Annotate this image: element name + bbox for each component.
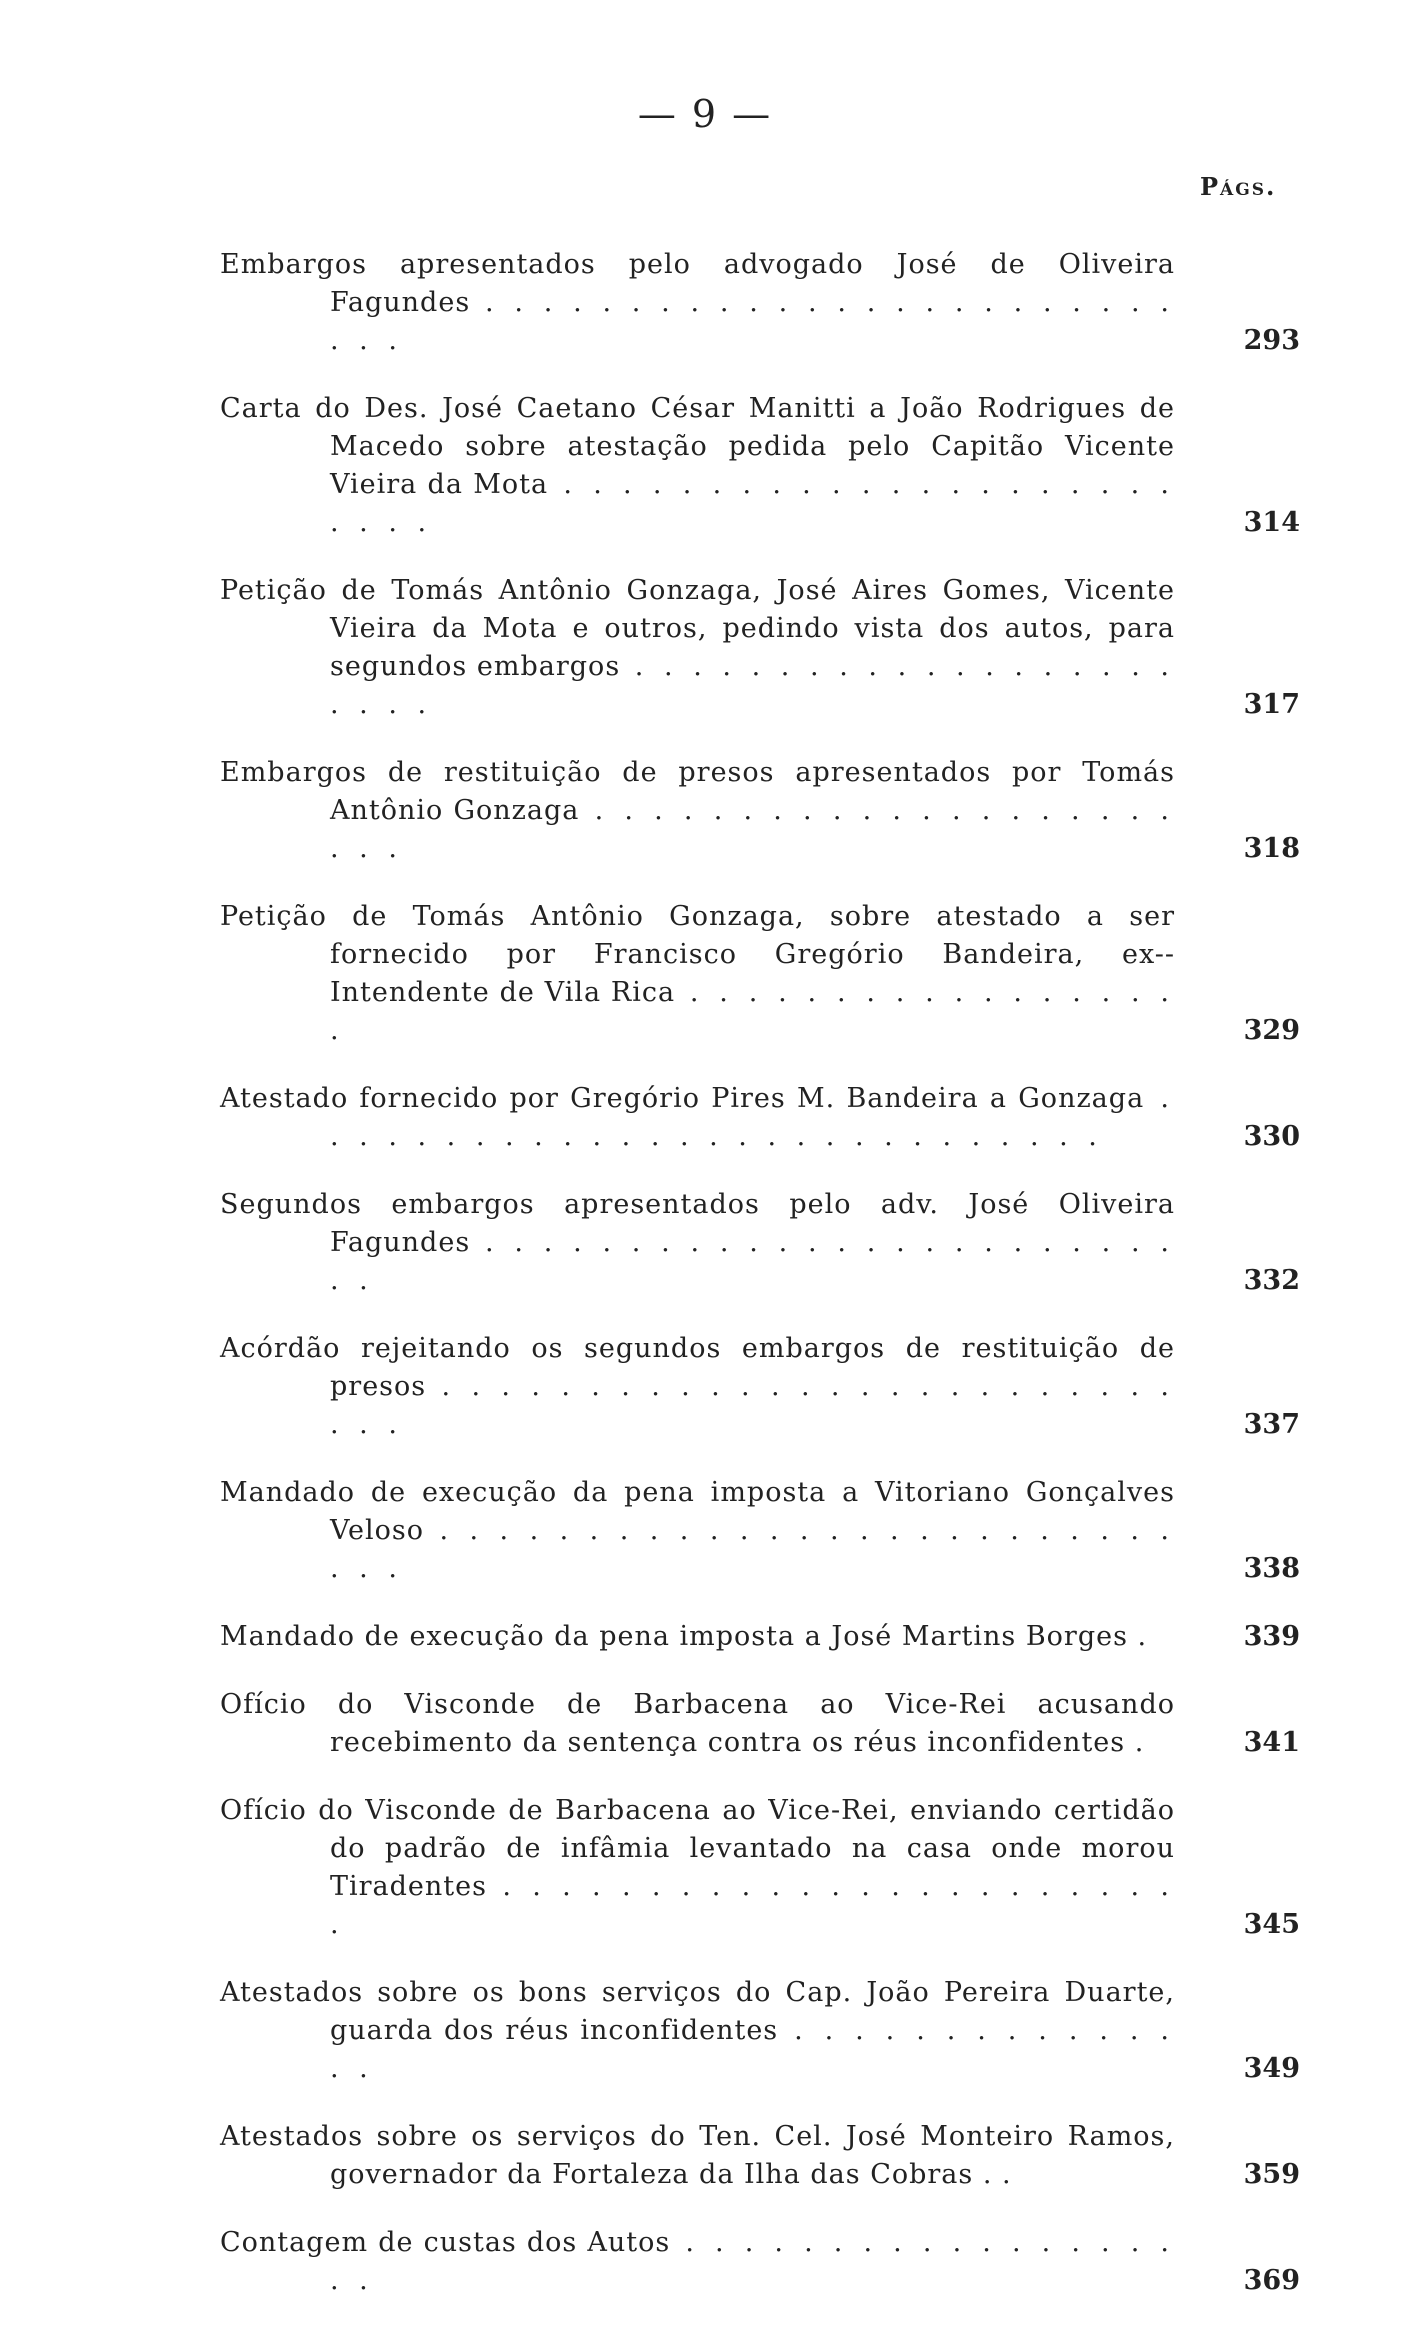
dot-leader: . . . . . . . . . . . . . . .	[330, 2015, 1175, 2084]
toc-entry-title: Atestados sobre os serviços do Ten. Cel. José Monteiro Ramos, governador da Fortaleza da Ilha das Cobras . .	[220, 2121, 1175, 2190]
toc-entry	[220, 1080, 1300, 1156]
dot-leader: . . . . . . . . . . . . . . . . . . . . . . . . . . . .	[330, 1083, 1175, 1152]
toc-entry	[220, 754, 1300, 868]
toc-entry-title: Petição de Tomás Antônio Gonzaga, José Aires Gomes, Vicente Vieira da Mota e outros, pedindo vista dos autos, para segundos embargos	[220, 575, 1175, 682]
toc-page-ref: 349	[1243, 2053, 1300, 2084]
toc-page-ref: 329	[1243, 1015, 1300, 1046]
page-number: — 9 —	[637, 92, 773, 136]
toc-entry-title: Atestados sobre os bons serviços do Cap. João Pereira Duarte, guarda dos réus inconfidentes	[220, 1977, 1175, 2046]
toc-entry-title: Acórdão rejeitando os segundos embargos de restituição de presos	[220, 1333, 1175, 1402]
toc-entry-title: Ofício do Visconde de Barbacena ao Vice-Rei acusando recebimento da sentença contra os réus inconfidentes .	[220, 1689, 1175, 1758]
toc-entry	[220, 1974, 1300, 2088]
dot-leader: . . . . . . . . . . . . . . . . . . . . . . . . . . . .	[330, 1515, 1175, 1584]
toc-entry	[220, 1186, 1300, 1300]
toc-entry	[220, 572, 1300, 724]
pages-column-header: Págs.	[1200, 172, 1277, 201]
toc-entry	[220, 1474, 1300, 1588]
dot-leader: . . . . . . . . . . . . . . . . . . .	[330, 2227, 1175, 2296]
toc-page-ref: 337	[1243, 1409, 1300, 1440]
table-of-contents	[220, 246, 1300, 2330]
toc-entry-title: Ofício do Visconde de Barbacena ao Vice-Rei, enviando certidão do padrão de infâmia levantado na casa onde morou Tiradentes	[220, 1795, 1175, 1902]
dot-leader: . . . . . . . . . . . . . . . . . . . . . . . .	[330, 1871, 1175, 1940]
dot-leader: . . . . . . . . . . . . . . . . . . . . . . . . . . . .	[330, 1371, 1175, 1440]
toc-page-ref: 317	[1243, 689, 1300, 720]
toc-page-ref: 332	[1243, 1265, 1300, 1296]
dot-leader: . . . . . . . . . . . . . . . . . . . . . . .	[330, 795, 1175, 864]
toc-entry	[220, 1618, 1300, 1656]
toc-entry-title: Segundos embargos apresentados pelo adv. José Oliveira Fagundes	[220, 1189, 1175, 1258]
toc-entry	[220, 1330, 1300, 1444]
toc-entry-title: Carta do Des. José Caetano César Manitti a João Rodrigues de Macedo sobre atestação pedida pelo Capitão Vicente Vieira da Mota	[220, 393, 1175, 500]
toc-entry-title: Embargos de restituição de presos apresentados por Tomás Antônio Gonzaga	[220, 757, 1175, 826]
toc-entry	[220, 246, 1300, 360]
toc-entry	[220, 2224, 1300, 2300]
dot-leader: . . . . . . . . . . . . . . . . . .	[330, 977, 1176, 1046]
toc-page-ref: 318	[1243, 833, 1300, 864]
toc-entry	[220, 390, 1300, 542]
toc-page-ref: 338	[1243, 1553, 1300, 1584]
toc-entry-title: Mandado de execução da pena imposta a Vitoriano Gonçalves Veloso	[220, 1477, 1175, 1546]
dot-leader: . . . . . . . . . . . . . . . . . . . . . . .	[330, 651, 1176, 720]
dot-leader: . . . . . . . . . . . . . . . . . . . . . . . . . .	[330, 1227, 1175, 1296]
toc-entry	[220, 1686, 1300, 1762]
toc-entry	[220, 898, 1300, 1050]
toc-entry-title: Mandado de execução da pena imposta a José Martins Borges .	[220, 1621, 1148, 1652]
toc-entry-title: Atestado fornecido por Gregório Pires M. Bandeira a Gonzaga	[220, 1083, 1145, 1114]
toc-entry	[220, 1792, 1300, 1944]
toc-entry-title: Contagem de custas dos Autos	[220, 2227, 671, 2258]
toc-entry-title: Embargos apresentados pelo advogado José de Oliveira Fagundes	[220, 249, 1175, 318]
toc-entry	[220, 2118, 1300, 2194]
dot-leader: . . . . . . . . . . . . . . . . . . . . . . . . . . .	[330, 287, 1175, 356]
toc-page-ref: 359	[1243, 2159, 1300, 2190]
toc-page-ref: 330	[1243, 1121, 1300, 1152]
toc-page-ref: 339	[1243, 1621, 1300, 1652]
toc-page-ref: 293	[1243, 325, 1300, 356]
toc-entry-title: Petição de Tomás Antônio Gonzaga, sobre atestado a ser fornecido por Francisco Gregório Bandeira, ex--Intendente de Vila Rica	[220, 901, 1175, 1008]
toc-page-ref: 314	[1243, 507, 1300, 538]
toc-page-ref: 369	[1243, 2265, 1300, 2296]
dot-leader: . . . . . . . . . . . . . . . . . . . . . . . . .	[330, 469, 1176, 538]
toc-page-ref: 345	[1243, 1909, 1300, 1940]
toc-page-ref: 341	[1243, 1727, 1300, 1758]
